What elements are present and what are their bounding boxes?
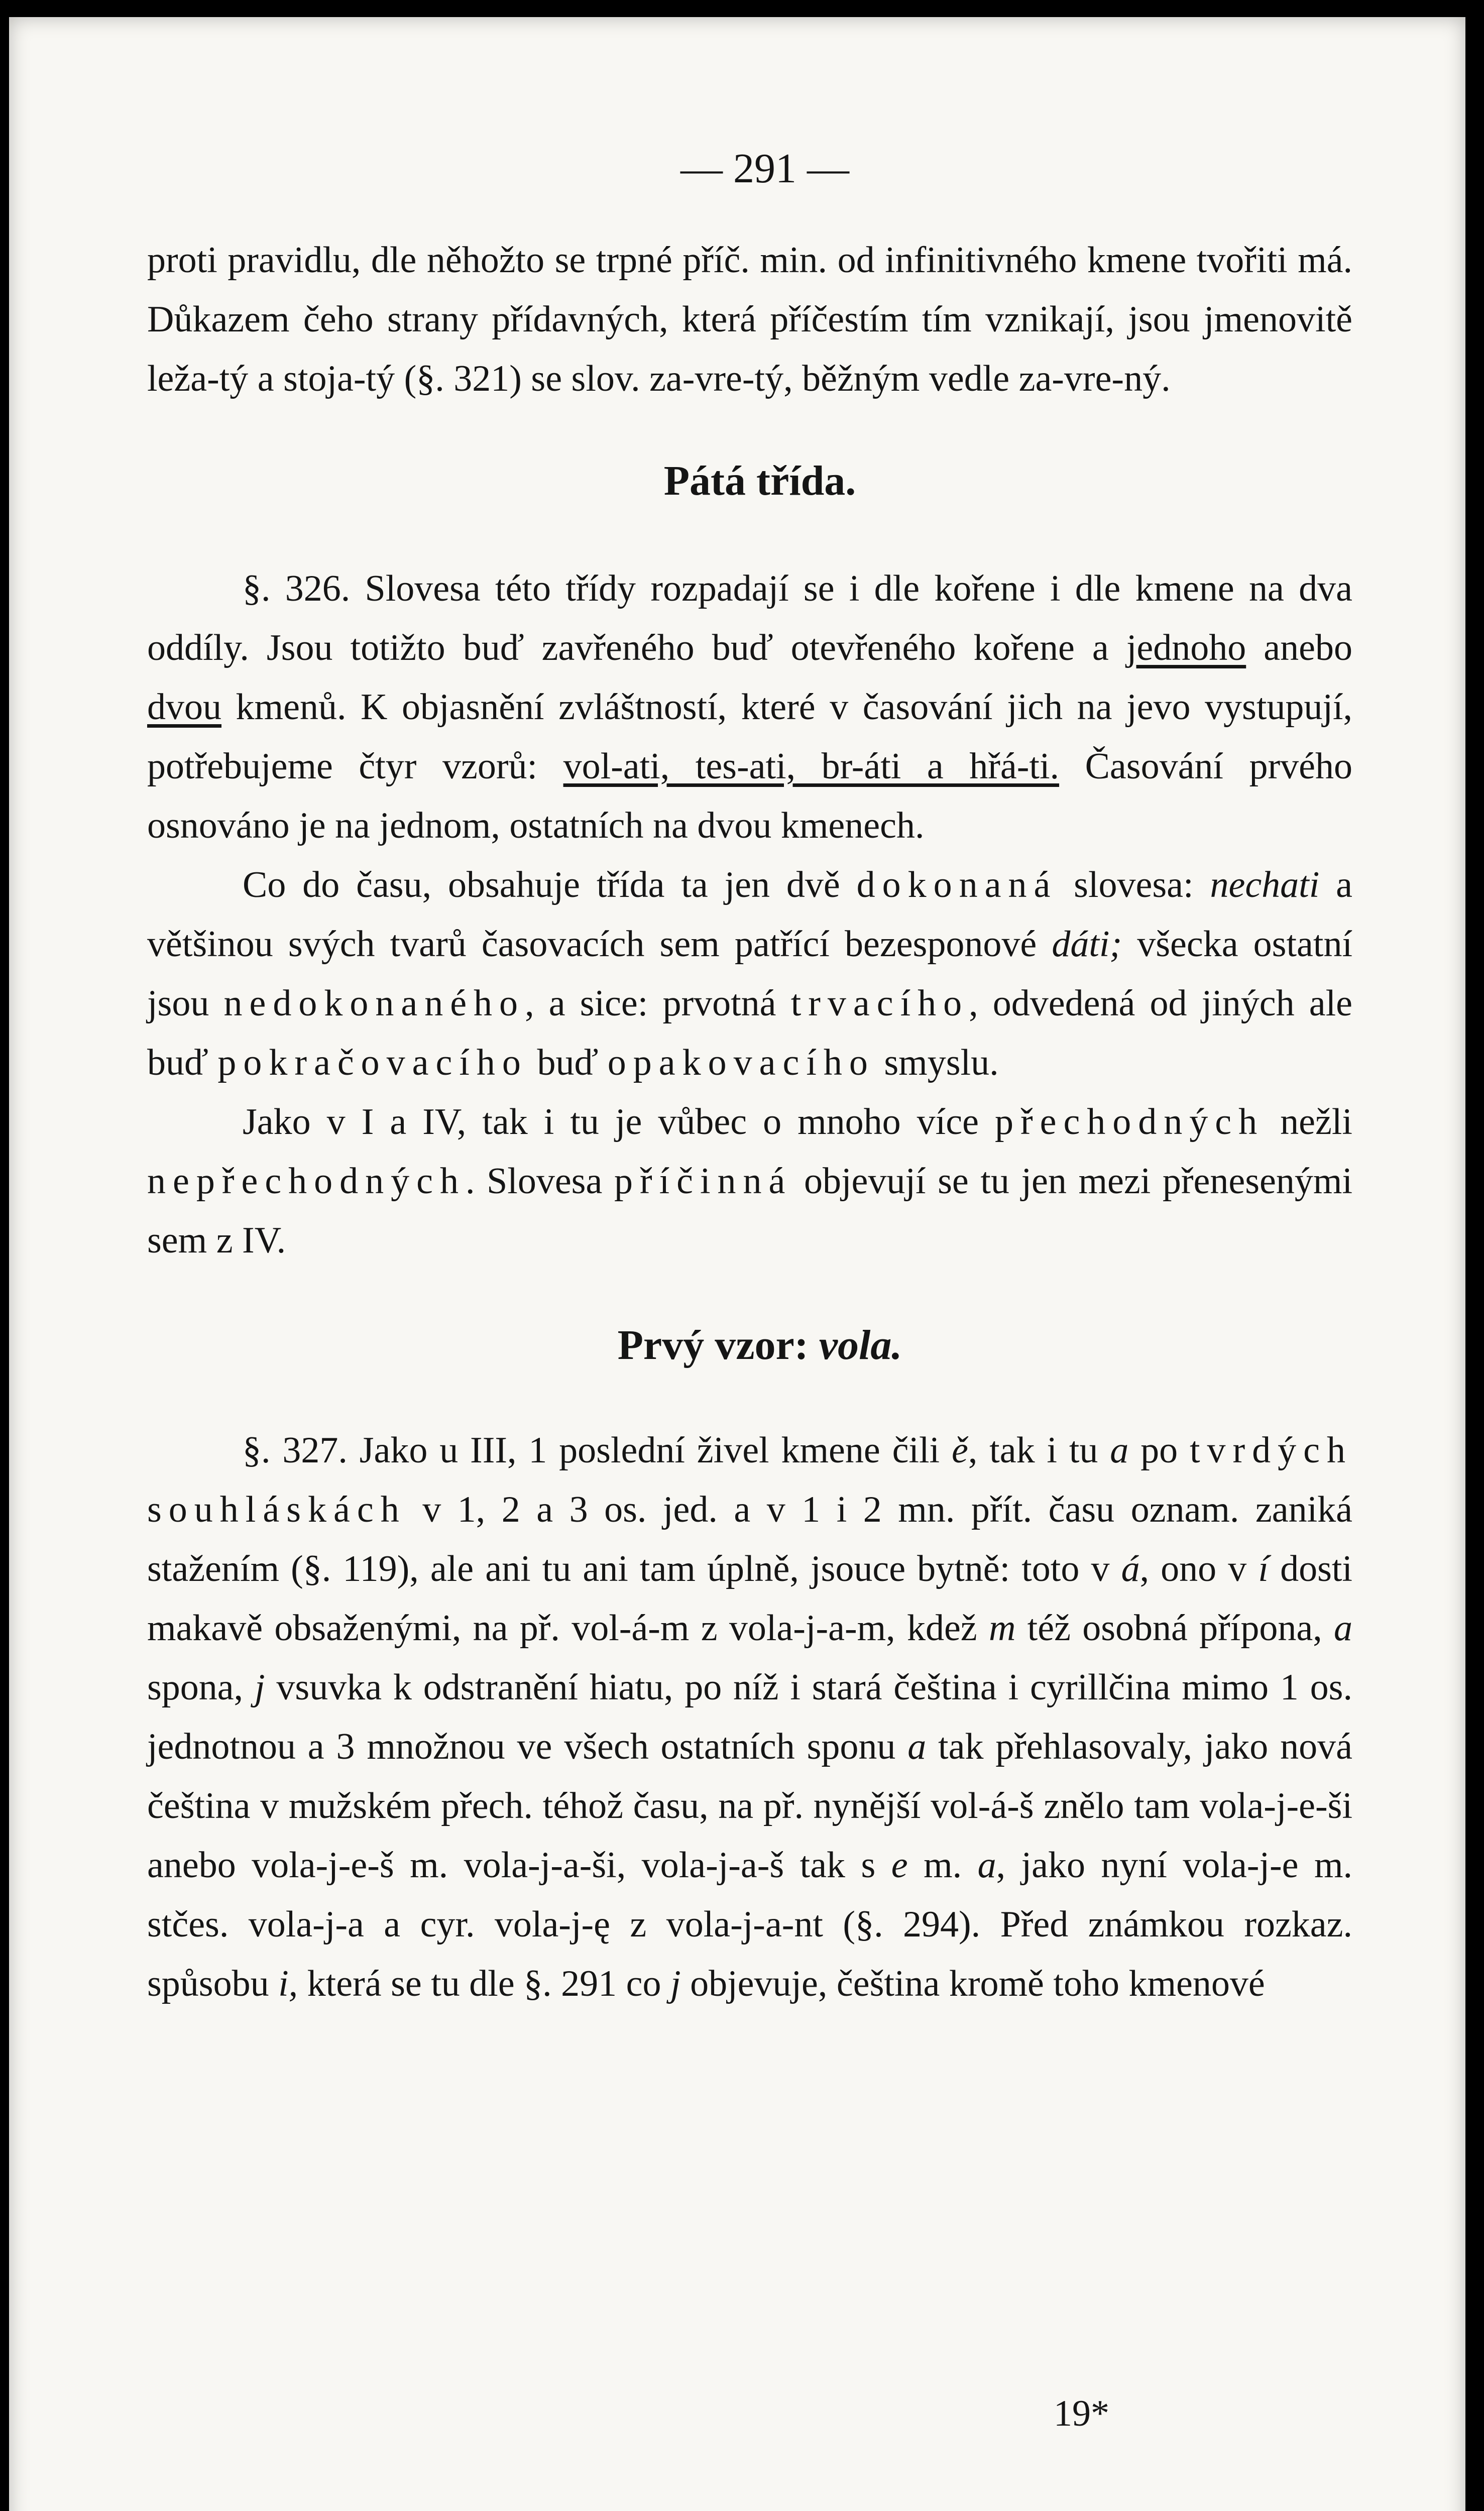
paragraph-transitivity: Jako v I a IV, tak i tu je vůbec o mnoho více přechodných nežli nepřechodných. Slovesa příčinná objevují se tu jen mezi přenesenými sem z IV. (147, 1101, 1352, 1261)
signature-mark: 19* (1054, 2393, 1109, 2434)
section-heading-prvy-vzor: Prvý vzor: vola. (617, 1322, 902, 1368)
page-number: — 291 — (680, 145, 849, 192)
spaced-term: trvacího (790, 983, 969, 1024)
spaced-term: nepřechodných (147, 1161, 466, 1202)
section-heading-pata-trida: Pátá třída. (663, 458, 856, 504)
spaced-term: pokračovacího (217, 1042, 528, 1083)
spaced-term: příčinná (614, 1161, 792, 1202)
paragraph-327: §. 327. Jako u III, 1 poslední živel kmene čili ě, tak i tu a po tvrdých souhláskách v 1, 2 a 3 os. jed. a v 1 i 2 mn. přít. času oznam. zaniká stažením (§. 119), ale ani tu ani tam úplně, jsouce bytně: toto v á, ono v í dosti makavě obsaženými, na př. vol-á-m z vola-j-a-m, kdež m též osobná přípona, a spona, j vsuvka k odstranění hiatu, po níž i stará čeština i cyrillčina mimo 1 os. jednotnou a 3 množnou ve všech ostatních sponu a tak přehlasovaly, jako nová čeština v mužském přech. téhož času, na př. nynější vol-á-š znělo tam vola-j-e-ši anebo vola-j-e-š m. vola-j-a-ši, vola-j-a-š tak s e m. a, jako nyní vola-j-e m. stčes. vola-j-a a cyr. vola-j-ę z vola-j-a-nt (§. 294). Před známkou rozkaz. spůsobu i, která se tu dle §. 291 co j objevuje, čeština kromě toho kmenové (147, 1430, 1353, 2004)
underlined-word: jednoho (1126, 627, 1246, 668)
spaced-term: opakovacího (607, 1042, 875, 1083)
book-page (9, 17, 1465, 2511)
spaced-term: dokonaná (856, 864, 1058, 905)
page-content (147, 145, 1353, 2013)
paragraph-326: §. 326. Slovesa této třídy rozpadají se i dle kořene i dle kmene na dva oddíly. Jsou totižto buď zavřeného buď otevřeného kořene a jednoho anebo dvou kmenů. K objasnění zvláštností, které v časování jich na jevo vystupují, potřebujeme čtyr vzorů: vol-ati, tes-ati, br-áti a hřá-ti. Časování prvého osnováno je na jednom, ostatních na dvou kmenech. (147, 568, 1352, 846)
underlined-patterns: vol-ati, tes-ati, br-áti a hřá-ti. (563, 746, 1060, 787)
spaced-term: tvrdých souhláskách (147, 1430, 1353, 1530)
pattern-word: vola. (819, 1322, 902, 1368)
spaced-term: přechodných (994, 1101, 1265, 1143)
underlined-word: dvou (147, 687, 221, 728)
spaced-term: nedokonaného (223, 983, 525, 1024)
paragraph-1: proti pravidlu, dle něhožto se trpné příč. min. od infinitivného kmene tvořiti má. Důkazem čeho strany přídavných, která příčestím tím vznikají, jsou jmenovitě leža-tý a stoja-tý (§. 321) se slov. za-vre-tý, běžným vedle za-vre-ný. (147, 240, 1352, 399)
paragraph-aspect: Co do času, obsahuje třída ta jen dvě dokonaná slovesa: nechati a většinou svých tvarů časovacích sem patřící bezesponové dáti; všecka ostatní jsou nedokonaného, a sice: prvotná trvacího, odvedená od jiných ale buď pokračovacího buď opakovacího smyslu. (147, 864, 1353, 1083)
italic-term: nechati (1210, 864, 1320, 905)
italic-term: dáti; (1052, 924, 1122, 965)
